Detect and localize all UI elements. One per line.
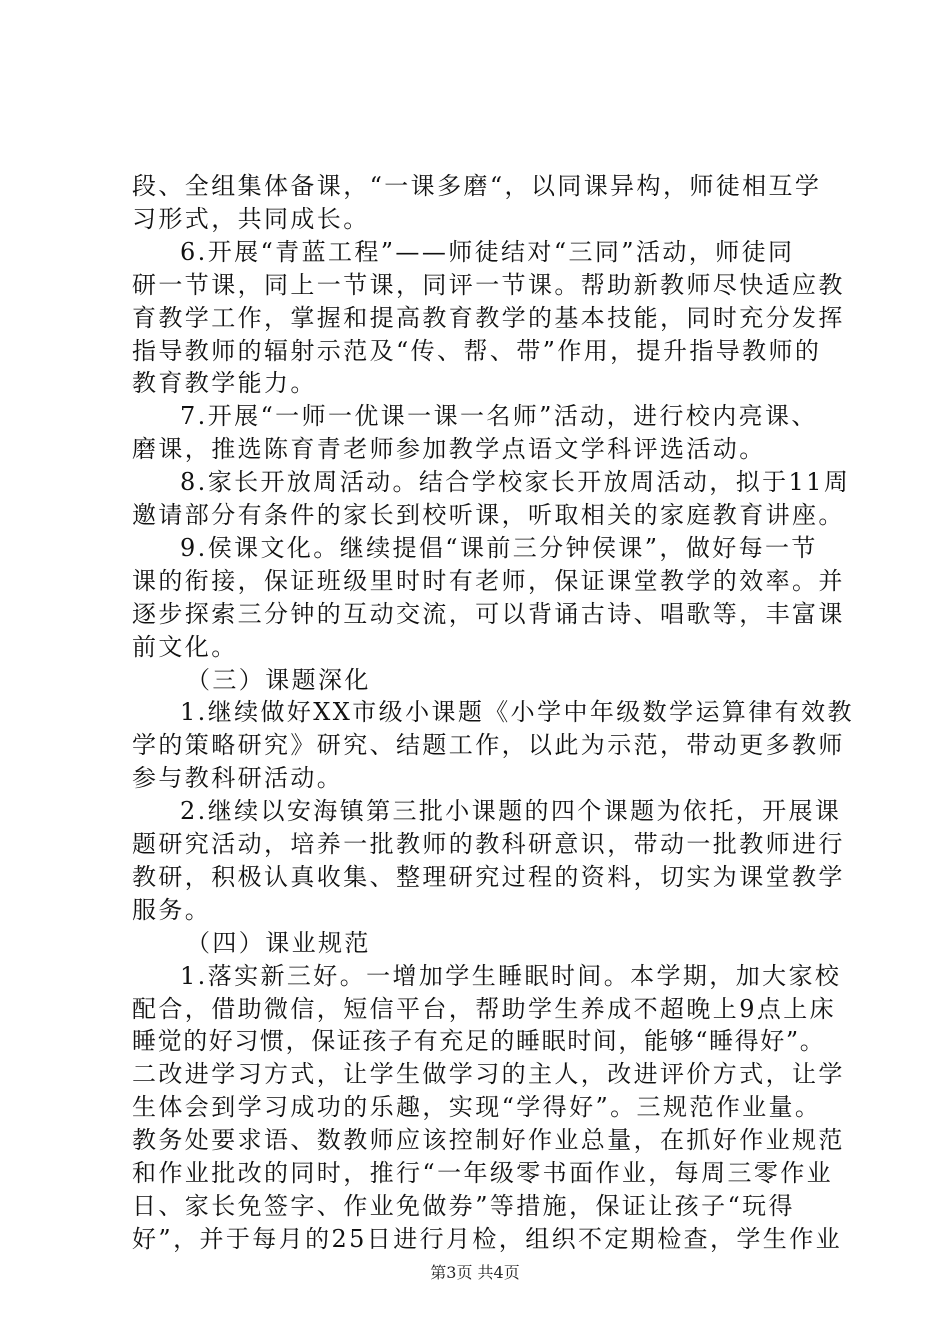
text-line: 段、全组集体备课，“一课多磨“，以同课异构，师徒相互学 <box>132 172 822 200</box>
text-line: 教研，积极认真收集、整理研究过程的资料，切实为课堂教学 <box>132 862 845 891</box>
text-line: 磨课，推选陈育青老师参加教学点语文学科评选活动。 <box>132 435 766 464</box>
text-line: 前文化。 <box>132 632 238 661</box>
text-line: 1.落实新三好。一增加学生睡眠时间。本学期，加大家校 <box>180 961 842 990</box>
text-line: 9.侯课文化。继续提倡“课前三分钟侯课”，做好每一节 <box>180 533 818 562</box>
text-line: 和作业批改的同时，推行“一年级零书面作业，每周三零作业 <box>132 1159 834 1187</box>
text-line: 指导教师的辐射示范及“传、帮、带”作用，提升指导教师的 <box>132 336 822 365</box>
text-line: 日、家长免签字、作业免做券”等措施，保证让孩子“玩得 <box>132 1191 795 1220</box>
text-line: 生体会到学习成功的乐趣，实现“学得好”。三规范作业量。 <box>132 1093 822 1122</box>
text-line: 好”，并于每月的25日进行月检，组织不定期检查，学生作业 <box>132 1224 843 1253</box>
text-line: 习形式，共同成长。 <box>132 204 370 233</box>
text-line: 研一节课，同上一节课，同评一节课。帮助新教师尽快适应教 <box>132 270 845 299</box>
text-line: 7.开展“一师一优课一课一名师”活动，进行校内亮课、 <box>180 402 818 431</box>
text-line: 二改进学习方式，让学生做学习的主人，改进评价方式，让学 <box>132 1060 845 1089</box>
page-footer: 第3页 共4页 <box>430 1263 520 1282</box>
text-line: 教务处要求语、数教师应该控制好作业总量，在抓好作业规范 <box>132 1126 845 1155</box>
text-line: （四）课业规范 <box>186 928 371 957</box>
text-line: 逐步探索三分钟的互动交流，可以背诵古诗、唱歌等，丰富课 <box>132 599 845 628</box>
text-line: 题研究活动，培养一批教师的教科研意识，带动一批教师进行 <box>132 830 845 858</box>
text-line: 8.家长开放周活动。结合学校家长开放周活动，拟于11周 <box>180 468 851 497</box>
text-line: 1.继续做好XX市级小课题《小学中年级数学运算律有效教 <box>180 698 854 727</box>
text-line: 邀请部分有条件的家长到校听课，听取相关的家庭教育讲座。 <box>132 501 845 529</box>
text-line: 育教学工作，掌握和提高教育教学的基本技能，同时充分发挥 <box>132 303 845 332</box>
text-line: 配合，借助微信，短信平台，帮助学生养成不超晚上9点上床 <box>132 994 837 1023</box>
text-line: 睡觉的好习惯，保证孩子有充足的睡眠时间，能够“睡得好”。 <box>132 1027 826 1056</box>
text-line: 教育教学能力。 <box>132 369 317 398</box>
text-line: （三）课题深化 <box>186 665 371 694</box>
text-line: 2.继续以安海镇第三批小课题的四个课题为依托，开展课 <box>180 797 842 826</box>
text-line: 6.开展“青蓝工程”——师徒结对“三同”活动，师徒同 <box>180 237 795 266</box>
text-line: 学的策略研究》研究、结题工作，以此为示范，带动更多教师 <box>132 731 845 760</box>
text-line: 课的衔接，保证班级里时时有老师，保证课堂教学的效率。并 <box>132 566 845 595</box>
text-line: 服务。 <box>132 895 212 924</box>
text-line: 参与教科研活动。 <box>132 764 344 793</box>
